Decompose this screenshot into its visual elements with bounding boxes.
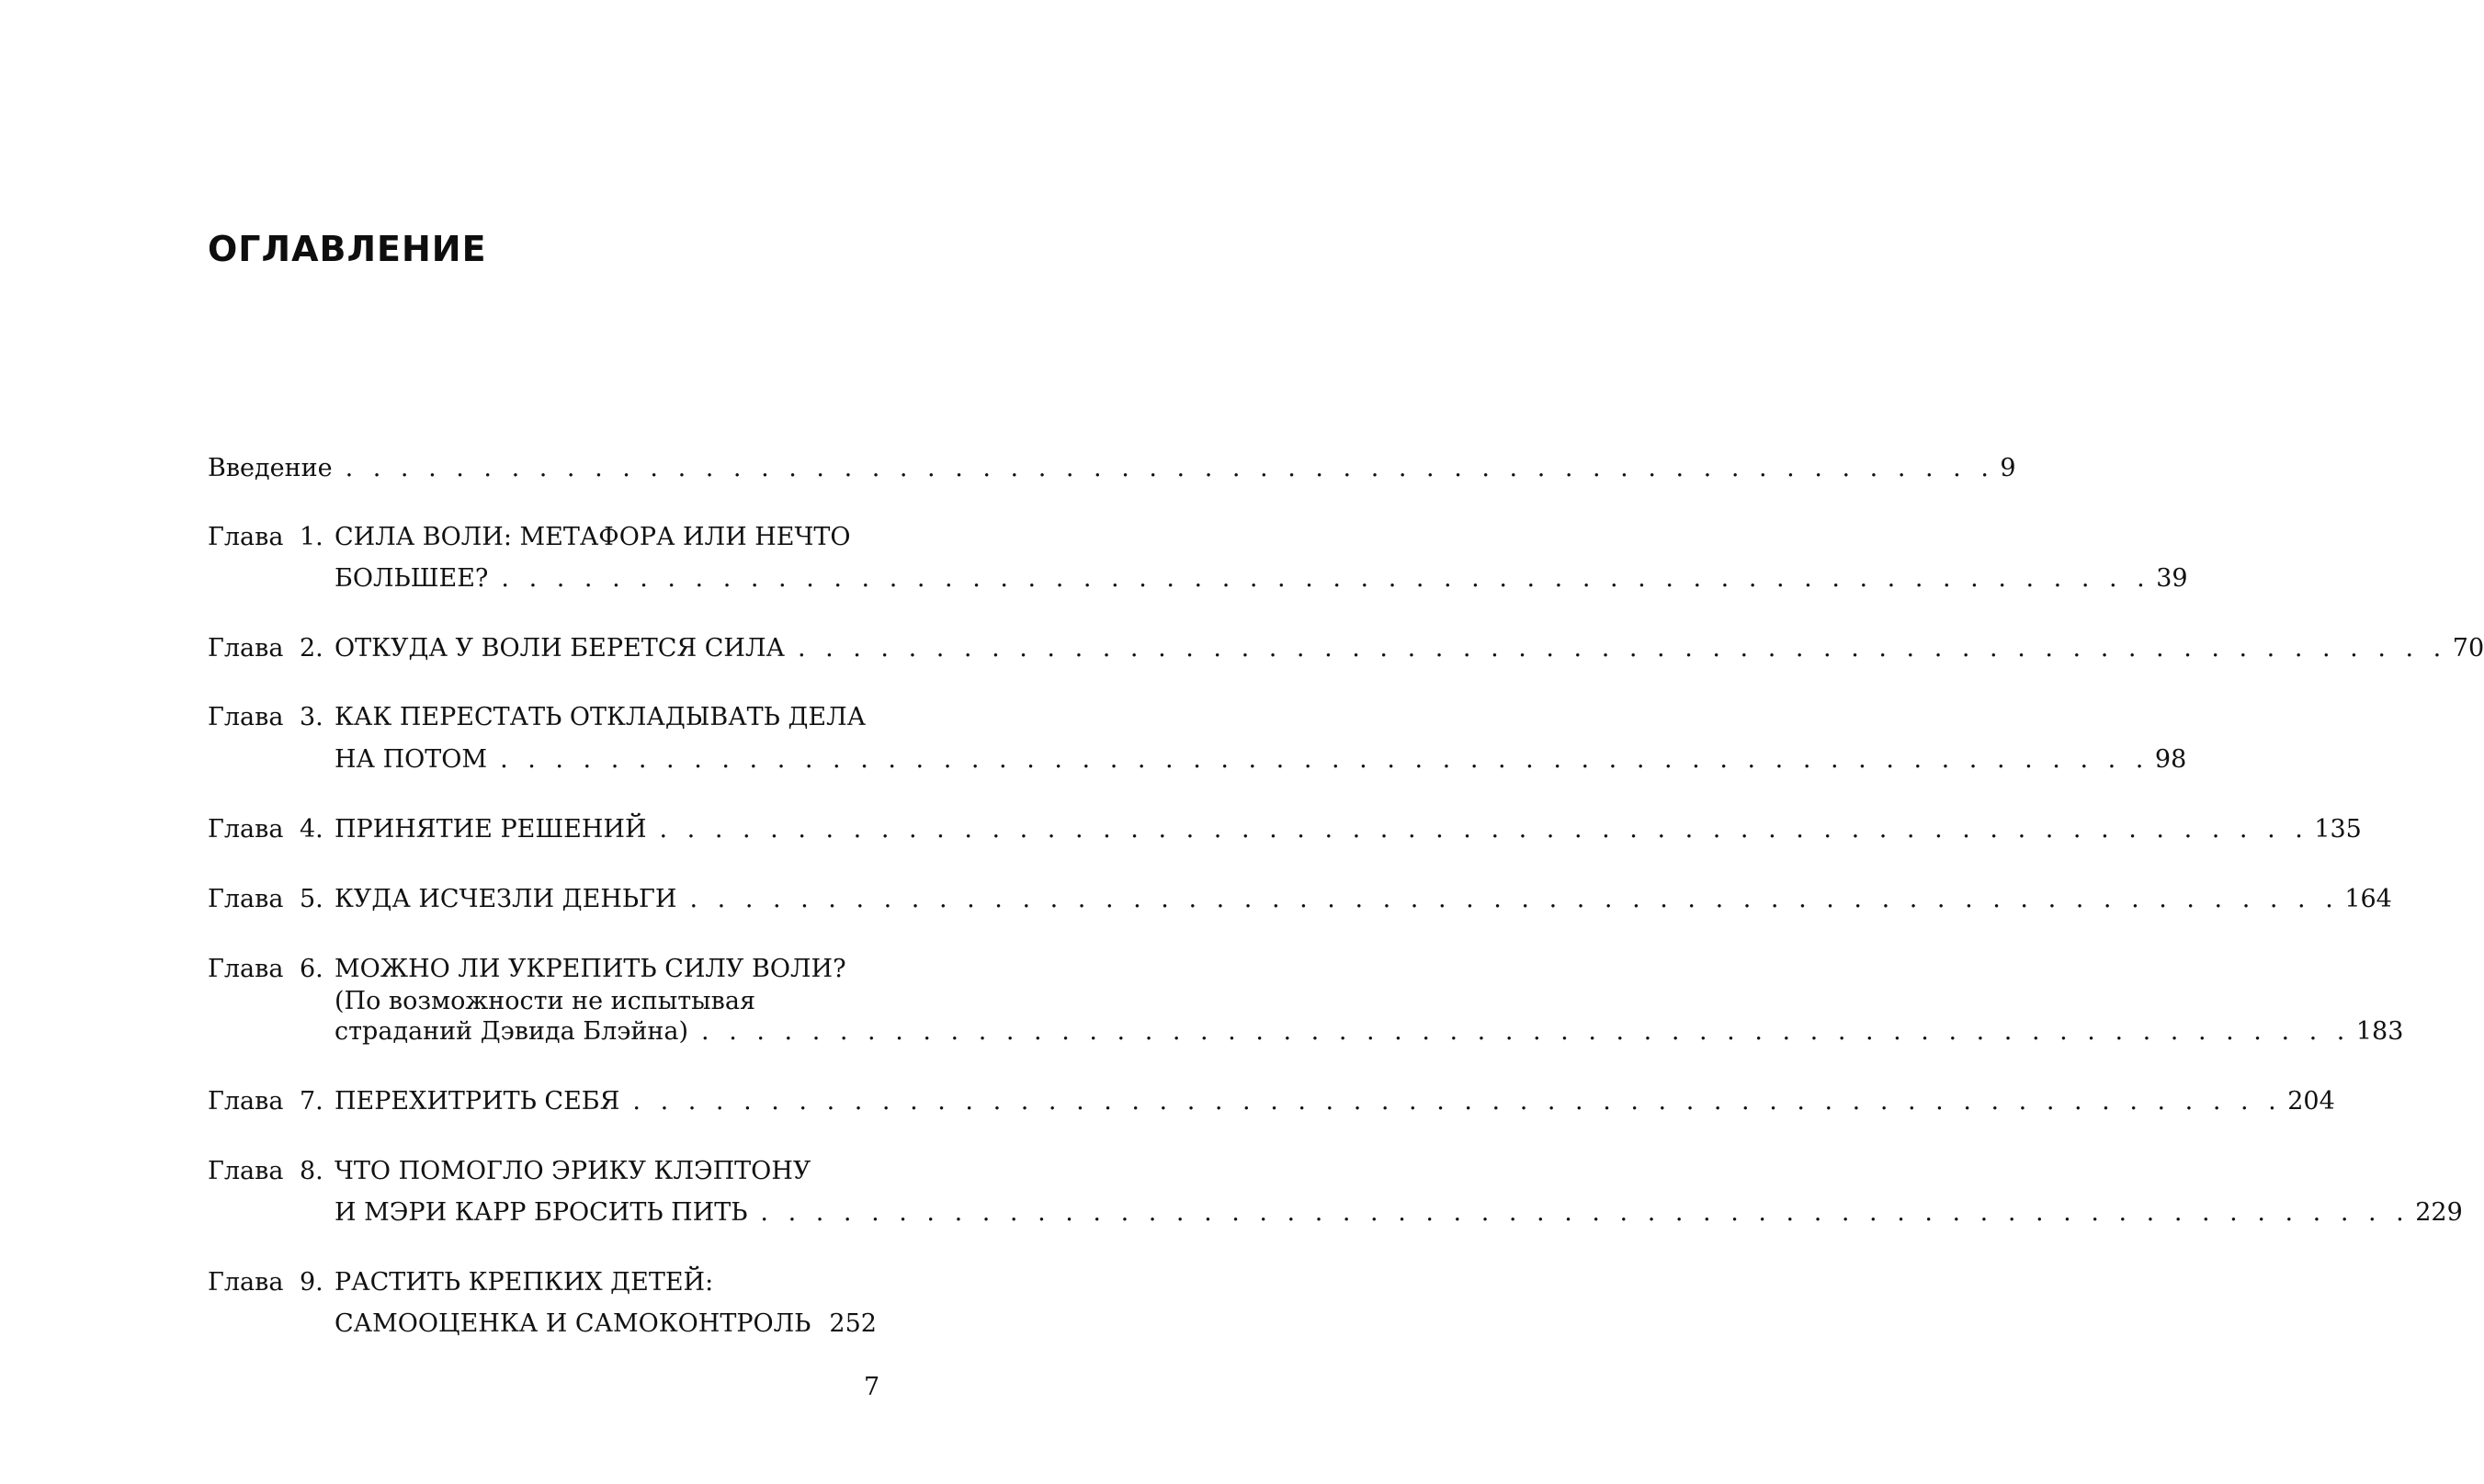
chapter-title: ПЕРЕХИТРИТЬ СЕБЯ <box>335 1087 620 1116</box>
toc-leader-row <box>335 1085 2335 1118</box>
toc-leader-row <box>335 743 2187 776</box>
toc-entry-chapter-4 <box>0 813 2362 846</box>
dot-leader: . . . . . . . . . . . . . . . . . . . . . . . . . . . . . . . . . . . . . . . . . . . . . . . . . . . . . . . . . . . . <box>345 454 1995 482</box>
toc-entry-chapter-6 <box>0 953 1113 986</box>
chapter-title: ОТКУДА У ВОЛИ БЕРЕТСЯ СИЛА <box>335 634 785 663</box>
chapter-label: Глава <box>208 1268 284 1297</box>
dot-leader: . . . . . . . . . . . . . . . . . . . . . . . . . . . . . . . . . . . . . . . . . . . . . . . . . . . . . . . . . . . . <box>689 885 2340 913</box>
chapter-label: Глава <box>208 1087 284 1116</box>
dot-leader: . . . . . . . . . . . . . . . . . . . . . . . . . . . . . . . . . . . . . . . . . . . . . . . . . . . . . . . . . . . . <box>659 815 2309 844</box>
page-title: ОГЛАВЛЕНИЕ <box>208 229 487 269</box>
page-number: 164 <box>2344 885 2392 913</box>
toc-entry-introduction <box>0 452 2016 485</box>
toc-leader-row <box>335 1015 2404 1048</box>
toc-entry-chapter-3-cont <box>0 743 2187 776</box>
chapter-label: Глава <box>208 1157 284 1185</box>
chapter-number: 5. <box>300 885 323 913</box>
toc-leader-row <box>335 1196 2463 1229</box>
chapter-title: КУДА ИСЧЕЗЛИ ДЕНЬГИ <box>335 885 677 913</box>
page-number: 183 <box>2355 1017 2404 1046</box>
dot-leader: . . . . . . . . . . . . . . . . . . . . . . . . . . . . . . . . . . . . . . . . . . . . . . . . . . . . . . . . . . . . <box>500 745 2149 774</box>
toc-entry-chapter-5 <box>0 883 2392 916</box>
chapter-label: Глава <box>208 634 284 663</box>
chapter-number: 3. <box>300 703 323 731</box>
chapter-number: 7. <box>300 1087 323 1116</box>
page-number: 204 <box>2287 1087 2335 1116</box>
page-number: 70 <box>2452 634 2484 663</box>
toc-entry-chapter-6-subtitle <box>0 985 1113 1018</box>
toc-entry-chapter-1-cont <box>0 562 2188 595</box>
chapter-title: МОЖНО ЛИ УКРЕПИТЬ СИЛУ ВОЛИ? <box>335 955 846 983</box>
chapter-title: ЧТО ПОМОГЛО ЭРИКУ КЛЭПТОНУ <box>335 1157 811 1185</box>
toc-entry-chapter-1 <box>0 521 1113 554</box>
chapter-number: 8. <box>300 1157 323 1185</box>
chapter-number: 2. <box>300 634 323 663</box>
entry-title: Введение <box>208 454 333 482</box>
toc-entry-chapter-3 <box>0 701 1113 734</box>
toc-entry-chapter-9 <box>0 1266 1113 1299</box>
toc-entry-chapter-8 <box>0 1155 1113 1188</box>
chapter-number: 6. <box>300 955 323 983</box>
toc-leader-row <box>335 883 2392 916</box>
dot-leader: . . . . . . . . . . . . . . . . . . . . . . . . . . . . . . . . . . . . . . . . . . . . . . . . . . . . . . . . . . . . <box>701 1017 2351 1046</box>
chapter-label: Глава <box>208 815 284 844</box>
page-number: 135 <box>2314 815 2362 844</box>
chapter-subtitle: (По возможности не испытывая <box>335 987 755 1015</box>
chapter-title-cont: БОЛЬШЕЕ? <box>335 564 489 593</box>
chapter-label: Глава <box>208 703 284 731</box>
chapter-label: Глава <box>208 523 284 551</box>
folio-page-number: 7 <box>864 1373 880 1401</box>
chapter-subtitle-cont: страданий Дэвида Блэйна) <box>335 1017 689 1046</box>
dot-leader: . . . . . . . . . . . . . . . . . . . . . . . . . . . . . . . . . . . . . . . . . . . . . . . . . . . . . . . . . . . . <box>797 634 2447 663</box>
toc-leader-row <box>335 813 2362 846</box>
toc-leader-row <box>208 452 2016 485</box>
chapter-title-cont: И МЭРИ КАРР БРОСИТЬ ПИТЬ <box>335 1198 748 1227</box>
dot-leader: . . . . . . . . . . . . . . . . . . . . . . . . . . . . . . . . . . . . . . . . . . . . . . . . . . . . . . . . . . . . <box>760 1198 2410 1227</box>
chapter-title-cont: САМООЦЕНКА И САМОКОНТРОЛЬ <box>335 1309 811 1338</box>
toc-entry-chapter-9-cont <box>0 1308 1113 1341</box>
chapter-label: Глава <box>208 885 284 913</box>
page-number: 229 <box>2415 1198 2463 1227</box>
chapter-number: 1. <box>300 523 323 551</box>
toc-leader-row <box>335 562 2188 595</box>
page-number: 252 <box>829 1309 877 1338</box>
chapter-title-cont: НА ПОТОМ <box>335 745 488 774</box>
page-number: 39 <box>2156 564 2188 593</box>
page-number: 98 <box>2154 745 2187 774</box>
toc-entry-chapter-8-cont <box>0 1196 2463 1229</box>
chapter-label: Глава <box>208 955 284 983</box>
chapter-title: КАК ПЕРЕСТАТЬ ОТКЛАДЫВАТЬ ДЕЛА <box>335 703 867 731</box>
toc-entry-chapter-7 <box>0 1085 2335 1118</box>
toc-leader-row <box>335 1308 877 1341</box>
page-number: 9 <box>2000 454 2016 482</box>
chapter-number: 4. <box>300 815 323 844</box>
dot-leader: . . . . . . . . . . . . . . . . . . . . . . . . . . . . . . . . . . . . . . . . . . . . . . . . . . . . . . . . . . . . <box>632 1087 2283 1116</box>
chapter-title: СИЛА ВОЛИ: МЕТАФОРА ИЛИ НЕЧТО <box>335 523 851 551</box>
chapter-title: РАСТИТЬ КРЕПКИХ ДЕТЕЙ: <box>335 1268 714 1297</box>
toc-entry-chapter-2 <box>0 632 2484 665</box>
chapter-number: 9. <box>300 1268 323 1297</box>
dot-leader: . . . . . . . . . . . . . . . . . . . . . . . . . . . . . . . . . . . . . . . . . . . . . . . . . . . . . . . . . . . . <box>501 564 2151 593</box>
chapter-title: ПРИНЯТИЕ РЕШЕНИЙ <box>335 815 647 844</box>
toc-leader-row <box>335 632 2484 665</box>
toc-entry-chapter-6-cont <box>0 1015 2404 1048</box>
